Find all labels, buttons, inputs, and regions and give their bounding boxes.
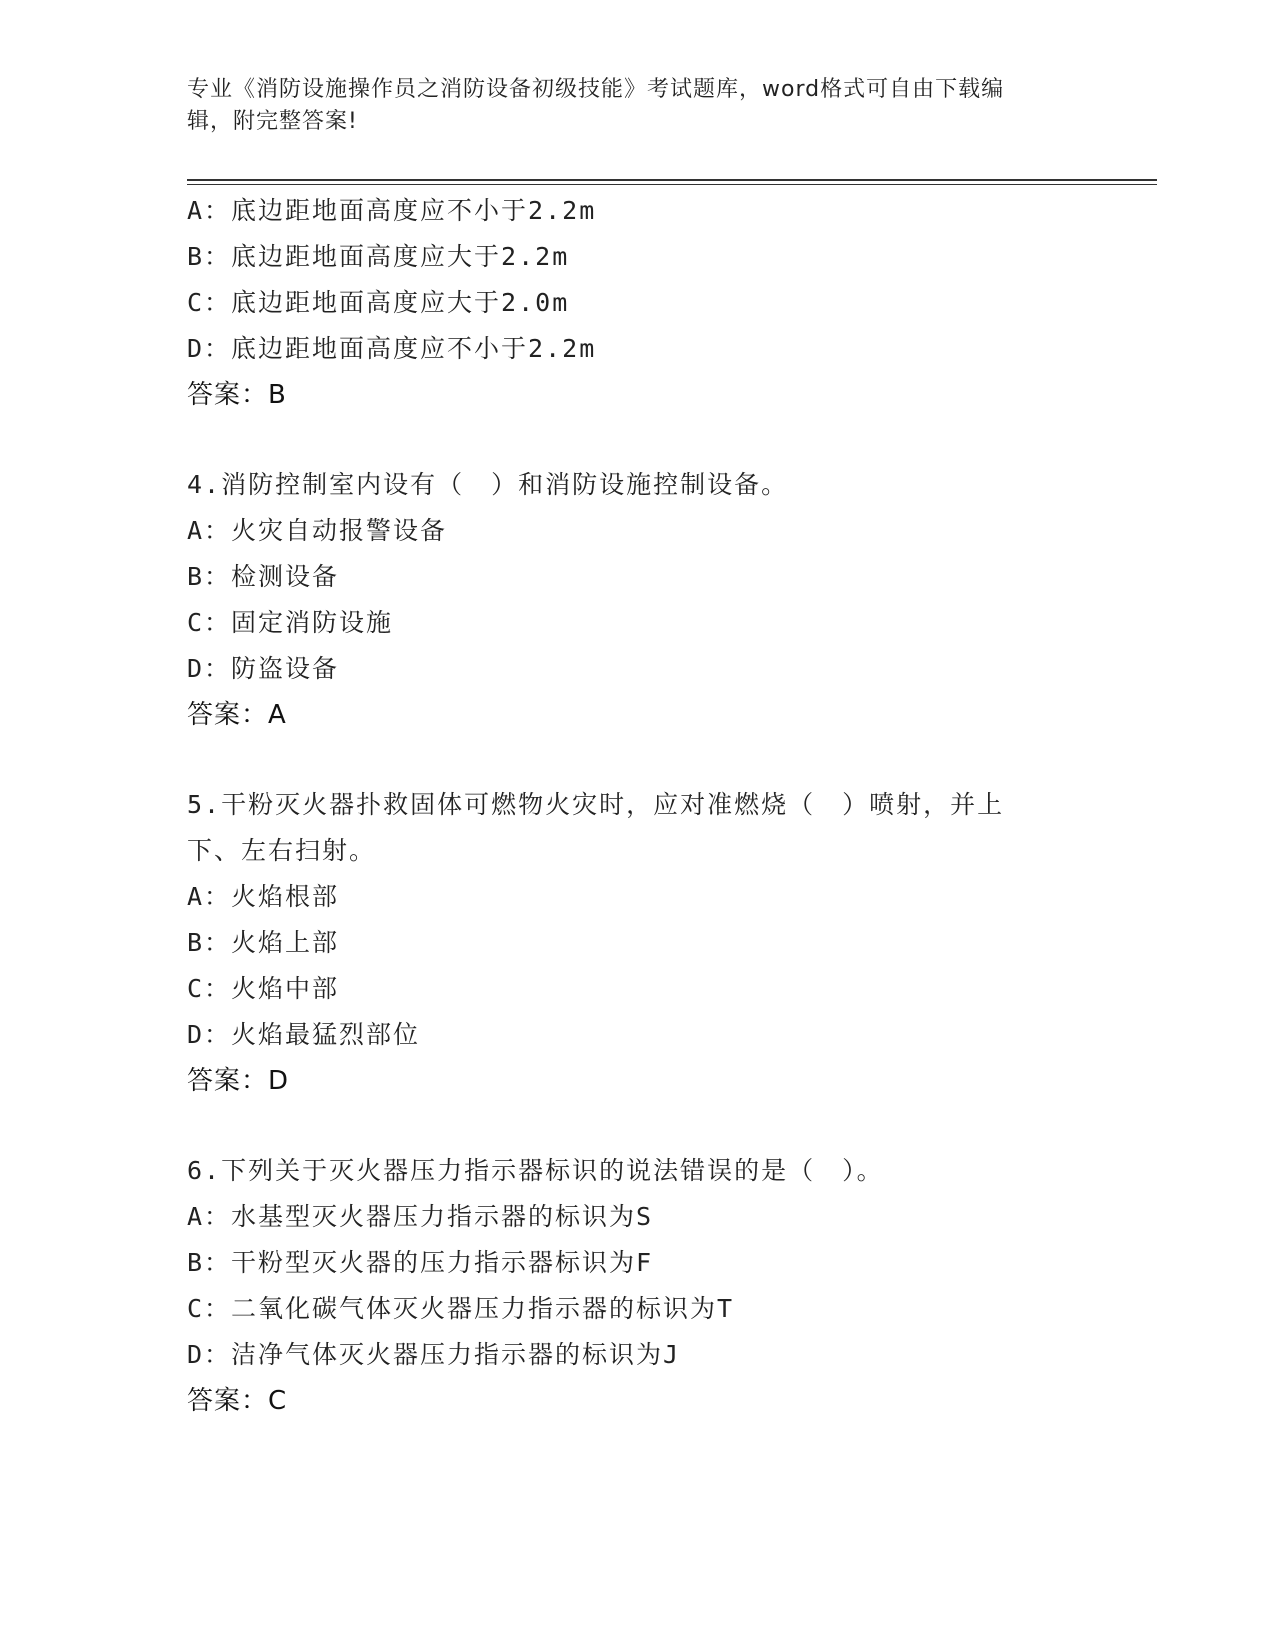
question-text-line-2: 下、左右扫射。 (187, 836, 377, 865)
option-d: D：洁净气体灭火器压力指示器的标识为J (187, 1340, 681, 1369)
question-4 (187, 462, 1087, 738)
option-c: C：固定消防设施 (187, 608, 394, 637)
answer: 答案：A (187, 700, 287, 730)
option-d: D：火焰最猛烈部位 (187, 1020, 421, 1049)
option-b: B：火焰上部 (187, 928, 340, 957)
option-c: C：二氧化碳气体灭火器压力指示器的标识为T (187, 1294, 735, 1323)
header-line-1: 专业《消防设施操作员之消防设备初级技能》考试题库，word格式可自由下载编 (187, 77, 1005, 102)
option-d: D：防盗设备 (187, 654, 340, 683)
question-list (187, 188, 1087, 1424)
option-c: C：火焰中部 (187, 974, 340, 1003)
option-b: B：检测设备 (187, 562, 340, 591)
option-b: B：干粉型灭火器的压力指示器标识为F (187, 1248, 654, 1277)
option-c: C：底边距地面高度应大于2.0m (187, 288, 570, 317)
answer: 答案：B (187, 380, 287, 410)
header-divider-thick (187, 179, 1157, 181)
option-a: A：水基型灭火器压力指示器的标识为S (187, 1202, 654, 1231)
question-text-line-1: 5.干粉灭火器扑救固体可燃物火灾时，应对准燃烧（ ）喷射，并上 (187, 790, 1005, 819)
header-divider-thin (187, 184, 1157, 185)
question-6 (187, 1148, 1087, 1424)
option-a: A：火焰根部 (187, 882, 340, 911)
question-5 (187, 782, 1087, 1104)
answer: 答案：C (187, 1386, 288, 1416)
answer: 答案：D (187, 1066, 290, 1096)
option-d: D：底边距地面高度应不小于2.2m (187, 334, 597, 363)
option-a: A：底边距地面高度应不小于2.2m (187, 196, 597, 225)
document-header (187, 74, 1087, 138)
question-3 (187, 188, 1087, 418)
option-a: A：火灾自动报警设备 (187, 516, 448, 545)
option-b: B：底边距地面高度应大于2.2m (187, 242, 570, 271)
question-text: 6.下列关于灭火器压力指示器标识的说法错误的是（ ）。 (187, 1156, 884, 1185)
question-text: 4.消防控制室内设有（ ）和消防设施控制设备。 (187, 470, 789, 499)
header-line-2: 辑，附完整答案! (187, 109, 358, 134)
